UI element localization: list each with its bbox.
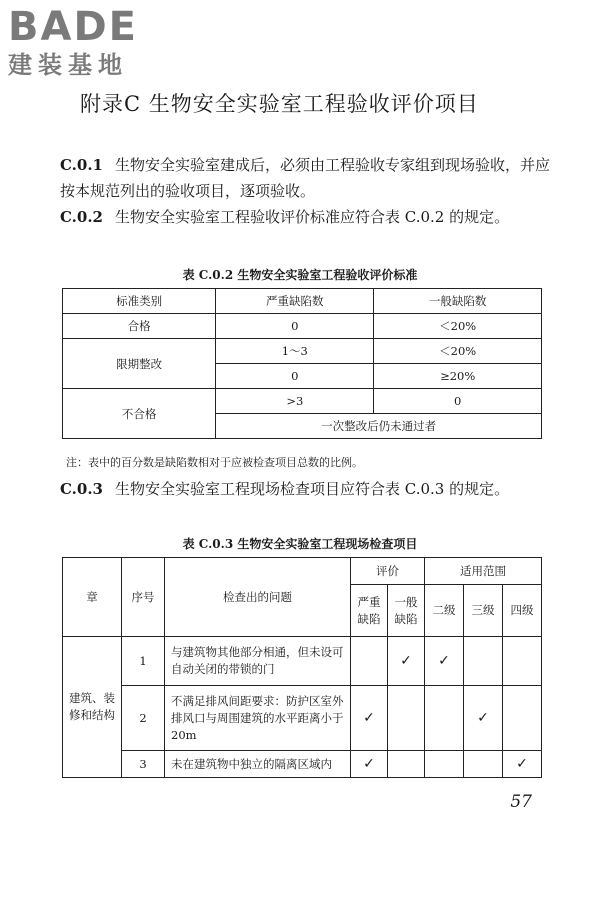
cell-value: 0 — [216, 314, 374, 339]
bade-logo — [8, 6, 138, 80]
col-header-level3: 三级 — [464, 585, 503, 637]
check-icon: ✓ — [503, 751, 542, 778]
clause-text: 生物安全实验室工程现场检查项目应符合表 C.0.3 的规定。 — [115, 480, 510, 498]
col-header-level4: 四级 — [503, 585, 542, 637]
table-row — [63, 637, 542, 686]
col-header: 标准类别 — [63, 289, 216, 314]
clause-c02 — [60, 204, 550, 230]
table-header-row — [63, 289, 542, 314]
general-cell — [388, 751, 425, 778]
level2-cell — [425, 751, 464, 778]
clause-number: C.0.1 — [60, 156, 103, 174]
level4-cell — [503, 686, 542, 751]
cell-value: 0 — [374, 389, 542, 414]
col-header-scope: 适用范围 — [425, 558, 542, 585]
clause-number: C.0.3 — [60, 480, 103, 498]
cell-value: 1～3 — [216, 339, 374, 364]
col-header-issue: 检查出的问题 — [165, 558, 351, 637]
table-row — [63, 339, 542, 364]
clause-text: 生物安全实验室建成后，必须由工程验收专家组到现场验收，并应按本规范列出的验收项目，逐项验收。 — [60, 156, 551, 200]
col-header-chapter: 章 — [63, 558, 122, 637]
cell-value: ≥20% — [374, 364, 542, 389]
table-row — [63, 314, 542, 339]
clause-text: 生物安全实验室工程验收评价标准应符合表 C.0.2 的规定。 — [115, 208, 510, 226]
cell-value: 0 — [216, 364, 374, 389]
col-header: 严重缺陷数 — [216, 289, 374, 314]
table-note: 注：表中的百分数是缺陷数相对于应被检查项目总数的比例。 — [66, 456, 363, 469]
seq-cell: 1 — [122, 637, 165, 686]
clause-c03 — [60, 476, 550, 502]
seq-cell: 2 — [122, 686, 165, 751]
level4-cell — [503, 637, 542, 686]
col-header-evaluation: 评价 — [351, 558, 425, 585]
level2-cell — [425, 686, 464, 751]
col-header-general: 一般缺陷 — [388, 585, 425, 637]
cell-value: 一次整改后仍未通过者 — [216, 414, 542, 439]
check-icon: ✓ — [464, 686, 503, 751]
table-row — [63, 389, 542, 414]
table-c03-title: 表 C.0.3 生物安全实验室工程现场检查项目 — [182, 537, 418, 551]
logo-word: BADE — [8, 4, 138, 50]
seq-cell: 3 — [122, 751, 165, 778]
cell-value: ＜20% — [374, 314, 542, 339]
issue-cell: 未在建筑物中独立的隔离区域内 — [165, 751, 351, 778]
row-label: 限期整改 — [63, 339, 216, 389]
appendix-title: 附录C 生物安全实验室工程验收评价项目 — [80, 92, 479, 116]
issue-cell: 不满足排风间距要求：防护区室外排风口与周围建筑的水平距离小于 20m — [165, 686, 351, 751]
check-icon: ✓ — [388, 637, 425, 686]
table-c03 — [62, 557, 542, 778]
level3-cell — [464, 637, 503, 686]
issue-cell: 与建筑物其他部分相通，但未设可自动关闭的带锁的门 — [165, 637, 351, 686]
col-header-level2: 二级 — [425, 585, 464, 637]
cell-value: >3 — [216, 389, 374, 414]
check-icon: ✓ — [351, 751, 388, 778]
clause-number: C.0.2 — [60, 208, 103, 226]
check-icon: ✓ — [351, 686, 388, 751]
col-header: 一般缺陷数 — [374, 289, 542, 314]
page-number: 57 — [510, 792, 532, 812]
col-header-serious: 严重缺陷 — [351, 585, 388, 637]
table-c02 — [62, 288, 542, 439]
row-label: 合格 — [63, 314, 216, 339]
table-header-row — [63, 558, 542, 585]
serious-cell — [351, 637, 388, 686]
check-icon: ✓ — [425, 637, 464, 686]
chapter-cell: 建筑、装修和结构 — [63, 637, 122, 778]
clause-c01 — [60, 152, 550, 204]
logo-subtitle: 建装基地 — [8, 51, 128, 79]
table-row — [63, 686, 542, 751]
general-cell — [388, 686, 425, 751]
row-label: 不合格 — [63, 389, 216, 439]
table-c02-title: 表 C.0.2 生物安全实验室工程验收评价标准 — [182, 268, 418, 282]
col-header-seq: 序号 — [122, 558, 165, 637]
table-row — [63, 751, 542, 778]
cell-value: ＜20% — [374, 339, 542, 364]
level3-cell — [464, 751, 503, 778]
